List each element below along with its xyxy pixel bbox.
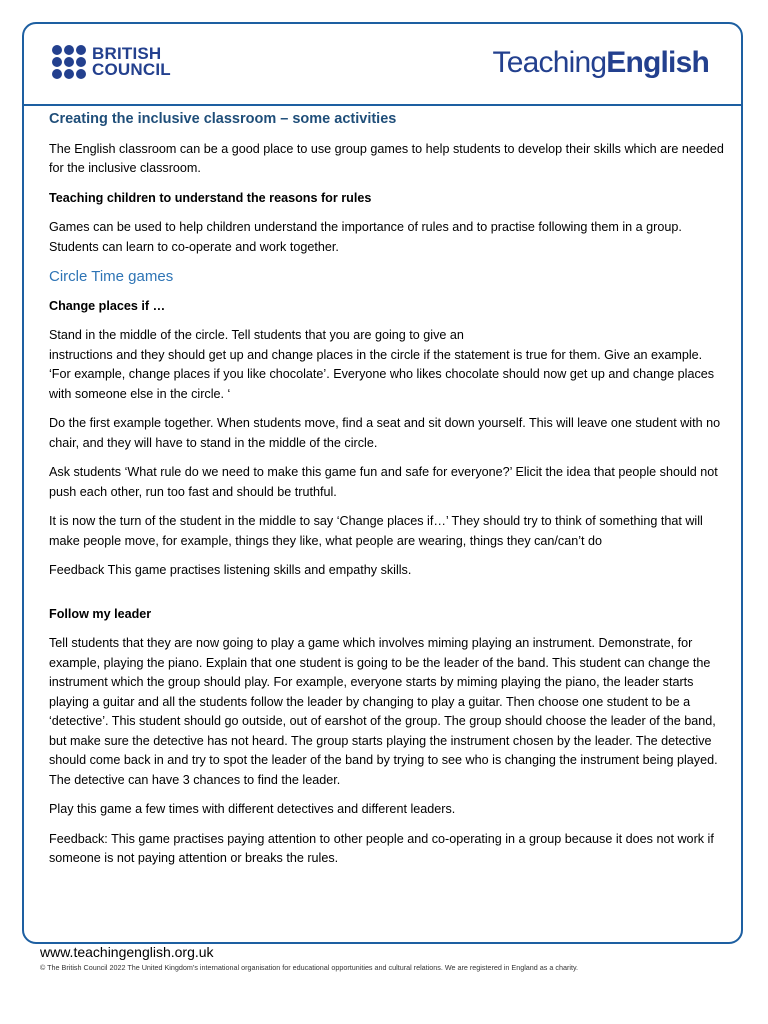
british-council-logo	[52, 45, 171, 79]
te-logo-part2: English	[606, 46, 709, 79]
document-body	[49, 110, 725, 879]
rules-paragraph: Games can be used to help children understand the importance of rules and to practise following them in a group. Students can learn to co-operate and work together.	[49, 220, 682, 254]
game2-feedback: Feedback: This game practises paying attention to other people and co-operating in a group because it does not work if someone is not paying attention or breaks the rules.	[49, 831, 714, 865]
british-council-dots-icon	[52, 45, 86, 79]
game1-p1-rest: instructions and they should get up and change places in the circle if the statement is true for them. Give an example. ‘For example, change places if you like chocolate’. Everyone who likes chocolate should now get up and change places with someone else in the circle. ‘	[49, 347, 715, 401]
footer-copyright: © The British Council 2022 The United Kingdom’s international organisation for educational opportunities and cultural relations. We are registered in England as a charity.	[40, 963, 579, 972]
game1-p1-line1: Stand in the middle of the circle. Tell students that you are going to give an	[49, 328, 464, 342]
game1-title: Change places if …	[49, 298, 166, 313]
game1-paragraph2: Do the first example together. When students move, find a seat and sit down yourself. This will leave one student with no chair, and they will have to stand in the middle of the circle.	[49, 416, 721, 450]
rules-heading: Teaching children to understand the reasons for rules	[49, 190, 372, 205]
header-divider	[24, 104, 741, 106]
intro-paragraph: The English classroom can be a good place to use group games to help students to develop their skills which are needed for the inclusive classroom.	[49, 141, 724, 175]
section-heading: Circle Time games	[49, 268, 174, 285]
game1-feedback: Feedback This game practises listening skills and empathy skills.	[49, 563, 412, 577]
document-title: Creating the inclusive classroom – some activities	[49, 111, 397, 127]
game1-paragraph1	[49, 326, 725, 404]
game2-title: Follow my leader	[49, 606, 152, 621]
game1-paragraph4: It is now the turn of the student in the middle to say ‘Change places if…’ They should try to think of something that will make people move, for example, things they like, what people are wearing, things they can/can’t do	[49, 514, 703, 548]
bc-logo-line2: COUNCIL	[92, 60, 171, 79]
game2-paragraph2: Play this game a few times with different detectives and different leaders.	[49, 802, 456, 816]
te-logo-part1: Teaching	[492, 46, 607, 79]
game2-paragraph1: Tell students that they are now going to play a game which involves miming playing an instrument. Demonstrate, for example, playing the piano. Explain that one student is going to be the leader of the band. This student can change the instrument which the group should play. For example, everyone starts by miming playing the piano, the leader starts playing a guitar and all the students follow the leader by changing to play a guitar. Then choose one student to be a ‘detective’. This student should go outside, out of earshot of the group. The group should choose the leader of the band, but make sure the detective has not heard. The group starts playing the instrument chosen by the leader. The detective should come back in and try to spot the leader of the band by trying to see who is changing the instrument being played. The detective can have 3 chances to find the leader.	[49, 636, 718, 787]
bc-logo-line1: BRITISH	[92, 44, 162, 63]
game1-paragraph3: Ask students ‘What rule do we need to make this game fun and safe for everyone?’ Elicit the idea that people should not push each other, run too fast and should be truthful.	[49, 465, 718, 499]
footer-url-link[interactable]: www.teachingenglish.org.uk	[40, 944, 214, 960]
teaching-english-logo	[493, 46, 709, 80]
